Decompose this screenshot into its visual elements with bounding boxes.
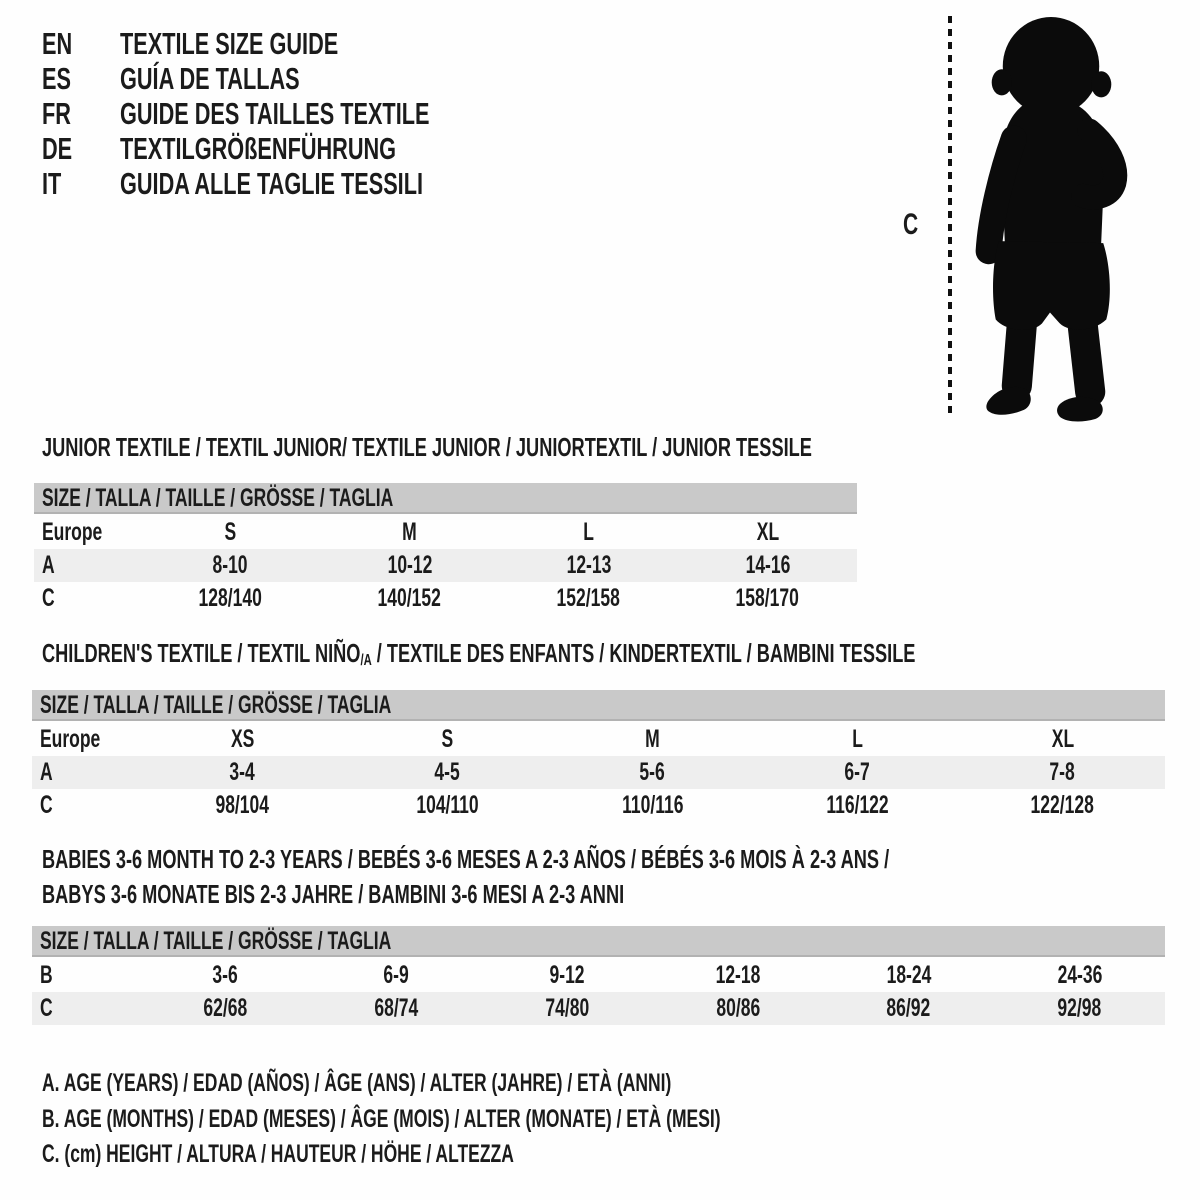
height-cell: 86/92 xyxy=(886,994,931,1022)
children-table-header-bar: SIZE / TALLA / TAILLE / GRÖSSE / TAGLIA xyxy=(32,690,1165,721)
height-cell: 92/98 xyxy=(1057,994,1102,1022)
height-cell: 62/68 xyxy=(203,994,248,1022)
age-cell: 12-18 xyxy=(715,961,761,989)
height-cell: 152/158 xyxy=(556,584,621,612)
age-cell: 3-6 xyxy=(212,961,239,989)
height-cell: 104/110 xyxy=(416,791,479,819)
row-label-cell: C xyxy=(40,994,53,1022)
language-row-en xyxy=(42,26,562,61)
size-cell: XL xyxy=(756,518,779,546)
language-code: DE xyxy=(42,131,73,166)
height-cell: 68/74 xyxy=(374,994,419,1022)
junior-section-title: JUNIOR TEXTILE / TEXTIL JUNIOR/ TEXTILE JUNIOR / JUNIORTEXTIL / JUNIOR TESSILE xyxy=(42,432,812,462)
age-cell: 14-16 xyxy=(745,551,790,579)
table-row xyxy=(32,789,1165,822)
language-row-es xyxy=(42,61,562,96)
table-row xyxy=(32,756,1165,789)
age-cell: 8-10 xyxy=(212,551,249,579)
table-row xyxy=(32,992,1165,1025)
size-cell: L xyxy=(852,725,863,753)
babies-size-table xyxy=(32,959,1165,1025)
guide-title-es: GUÍA DE TALLAS xyxy=(120,61,300,96)
size-cell: S xyxy=(224,518,237,546)
size-cell: L xyxy=(583,518,594,546)
age-cell: 18-24 xyxy=(886,961,932,989)
row-label-cell: C xyxy=(42,584,55,612)
guide-title-de: TEXTILGRÖßENFÜHRUNG xyxy=(120,131,397,166)
age-cell: 6-9 xyxy=(383,961,409,989)
height-cell: 110/116 xyxy=(621,791,684,819)
row-label-cell: C xyxy=(40,791,53,819)
language-row-de xyxy=(42,131,562,166)
toddler-silhouette-icon xyxy=(961,12,1141,424)
babies-section-title: BABIES 3-6 MONTH TO 2-3 YEARS / BEBÉS 3-6 MESES A 2-3 AÑOS / BÉBÉS 3-6 MOIS À 2-3 ANS / BABYS 3-6 MONATE BIS 2-3 JAHRE / BAMBINI 3-6 MESI A 2-3 ANNI xyxy=(42,844,890,909)
language-row-fr xyxy=(42,96,562,131)
age-cell: 6-7 xyxy=(844,758,871,786)
legend-line-b: B. AGE (MONTHS) / EDAD (MESES) / ÂGE (MOIS) / ALTER (MONATE) / ETÀ (MESI) xyxy=(42,1104,721,1133)
height-cell: 98/104 xyxy=(215,791,270,819)
legend-line-a: A. AGE (YEARS) / EDAD (AÑOS) / ÂGE (ANS) / ALTER (JAHRE) / ETÀ (ANNI) xyxy=(42,1069,672,1097)
legend-line-c: C. (cm) HEIGHT / ALTURA / HAUTEUR / HÖHE / ALTEZZA xyxy=(42,1140,514,1168)
age-cell: 4-5 xyxy=(434,758,461,786)
guide-title-it: GUIDA ALLE TAGLIE TESSILI xyxy=(120,166,424,201)
size-cell: M xyxy=(402,518,417,546)
guide-title-en: TEXTILE SIZE GUIDE xyxy=(120,26,339,61)
height-cell: 80/86 xyxy=(715,994,760,1022)
row-label-cell: B xyxy=(40,961,53,989)
age-cell: 10-12 xyxy=(387,551,432,579)
guide-title-fr: GUIDE DES TAILLES TEXTILE xyxy=(120,96,430,131)
legend xyxy=(42,1066,1011,1173)
language-code: IT xyxy=(42,166,62,201)
height-cell: 140/152 xyxy=(377,584,442,612)
language-code: EN xyxy=(42,26,73,61)
age-cell: 7-8 xyxy=(1049,758,1076,786)
age-cell: 5-6 xyxy=(639,758,666,786)
junior-size-table xyxy=(34,516,857,615)
height-cell: 116/122 xyxy=(826,791,889,819)
age-cell: 12-13 xyxy=(566,551,611,579)
size-cell: XL xyxy=(1051,725,1074,753)
children-section-title: CHILDREN'S TEXTILE / TEXTIL NIÑO/A / TEXTILE DES ENFANTS / KINDERTEXTIL / BAMBINI TESSILE xyxy=(42,638,916,669)
table-row xyxy=(32,959,1165,992)
age-cell: 3-4 xyxy=(229,758,256,786)
language-code: ES xyxy=(42,61,71,96)
row-label-cell: Europe xyxy=(42,518,103,546)
babies-table-header-bar: SIZE / TALLA / TAILLE / GRÖSSE / TAGLIA xyxy=(32,926,1165,957)
row-label-cell: Europe xyxy=(40,725,101,753)
language-row-it xyxy=(42,166,562,201)
height-cell: 128/140 xyxy=(198,584,263,612)
age-cell: 9-12 xyxy=(549,961,585,989)
size-cell: S xyxy=(441,725,454,753)
language-code: FR xyxy=(42,96,71,131)
junior-table-header-bar: SIZE / TALLA / TAILLE / GRÖSSE / TAGLIA xyxy=(34,483,857,514)
row-label-cell: A xyxy=(42,551,55,579)
table-row xyxy=(34,516,857,549)
height-cell: 74/80 xyxy=(545,994,589,1022)
table-row xyxy=(34,582,857,615)
table-row xyxy=(32,723,1165,756)
size-cell: M xyxy=(645,725,660,753)
height-cell: 122/128 xyxy=(1030,791,1095,819)
age-cell: 24-36 xyxy=(1057,961,1102,989)
height-measure-dashed-line xyxy=(948,16,952,418)
language-header xyxy=(42,26,562,201)
row-label-cell: A xyxy=(40,758,53,786)
table-row xyxy=(34,549,857,582)
height-marker-label: C xyxy=(903,208,919,241)
height-cell: 158/170 xyxy=(735,584,800,612)
children-size-table xyxy=(32,723,1165,822)
size-cell: XS xyxy=(230,725,255,753)
